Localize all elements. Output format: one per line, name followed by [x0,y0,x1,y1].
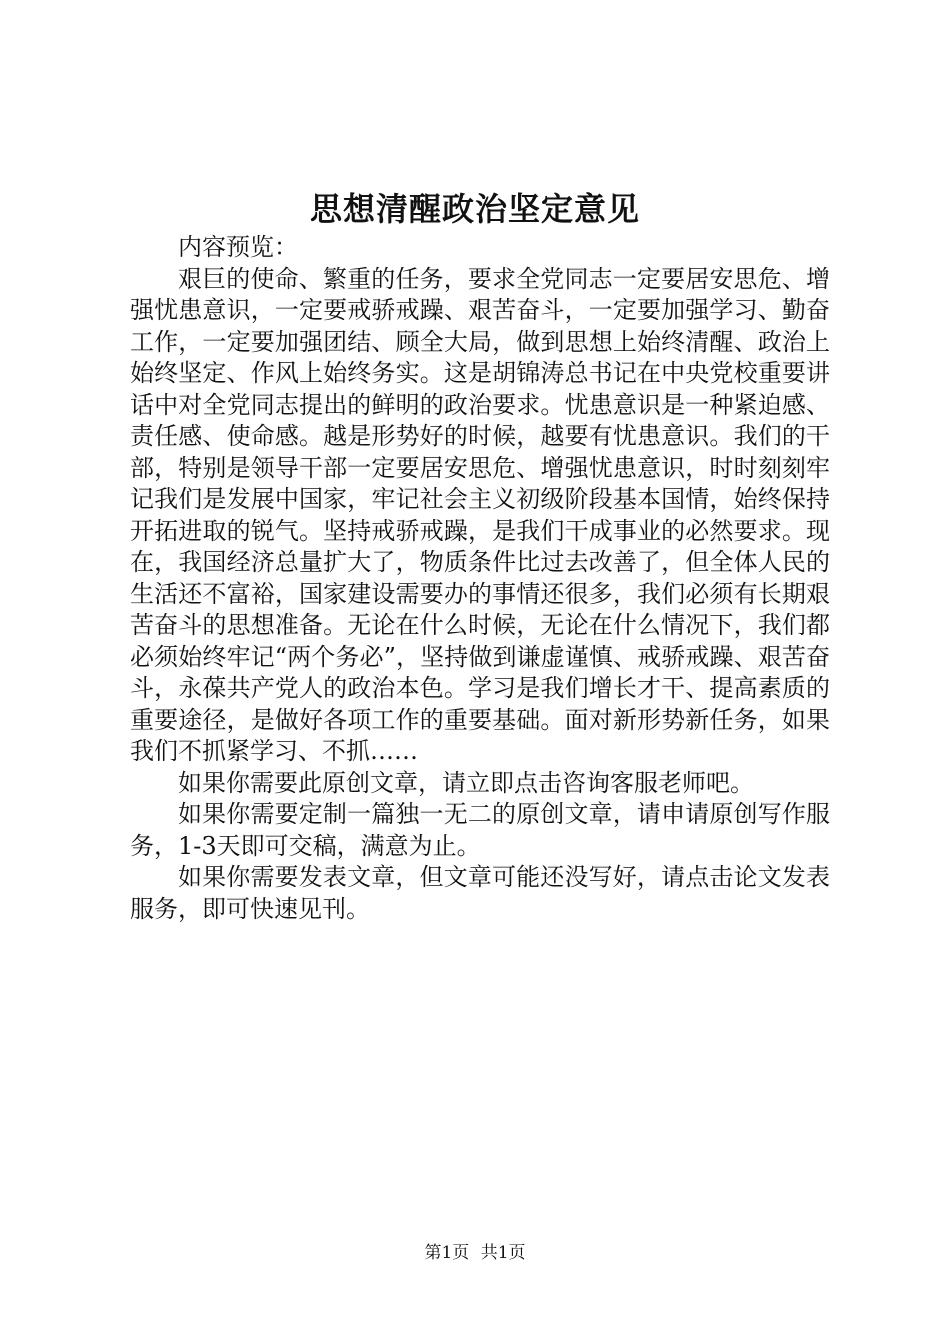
body-paragraph-publishing: 如果你需要发表文章，但文章可能还没写好，请点击论文发表服务，即可快速见刊。 [130,863,830,923]
page-footer [0,1241,950,1265]
page-number-total: 共1页 [480,1243,526,1263]
document-body [130,232,830,925]
body-paragraph-main: 艰巨的使命、繁重的任务，要求全党同志一定要居安思危、增强忧患意识，一定要戒骄戒躁、艰苦奋斗，一定要加强学习、勤奋工作，一定要加强团结、顾全大局，做到思想上始终清醒、政治上始终坚定、作风上始终务实。这是胡锦涛总书记在中央党校重要讲话中对全党同志提出的鲜明的政治要求。忧患意识是一种紧迫感、责任感、使命感。越是形势好的时候，越要有忧患意识。我们的干部，特别是领导干部一定要居安思危、增强忧患意识，时时刻刻牢记我们是发展中国家，牢记社会主义初级阶段基本国情，始终保持开拓进取的锐气。坚持戒骄戒躁，是我们干成事业的必然要求。现在，我国经济总量扩大了，物质条件比过去改善了，但全体人民的生活还不富裕，国家建设需要办的事情还很多，我们必须有长期艰苦奋斗的思想准备。无论在什么时候，无论在什么情况下，我们都必须始终牢记“两个务必”，坚持做到谦虚谨慎、戒骄戒躁、艰苦奋斗，永葆共产党人的政治本色。学习是我们增长才干、提高素质的重要途径，是做好各项工作的重要基础。面对新形势新任务，如果我们不抓紧学习、不抓…… [130,264,830,765]
body-paragraph-consult: 如果你需要此原创文章，请立即点击咨询客服老师吧。 [178,768,754,797]
preview-label: 内容预览： [178,233,298,261]
document-title: 思想清醒政治坚定意见 [309,190,640,228]
page-number-current: 第1页 [424,1243,470,1263]
body-paragraph-custom-writing: 如果你需要定制一篇独一无二的原创文章，请申请原创写作服务，1-3天即可交稿，满意为止。 [130,800,830,860]
